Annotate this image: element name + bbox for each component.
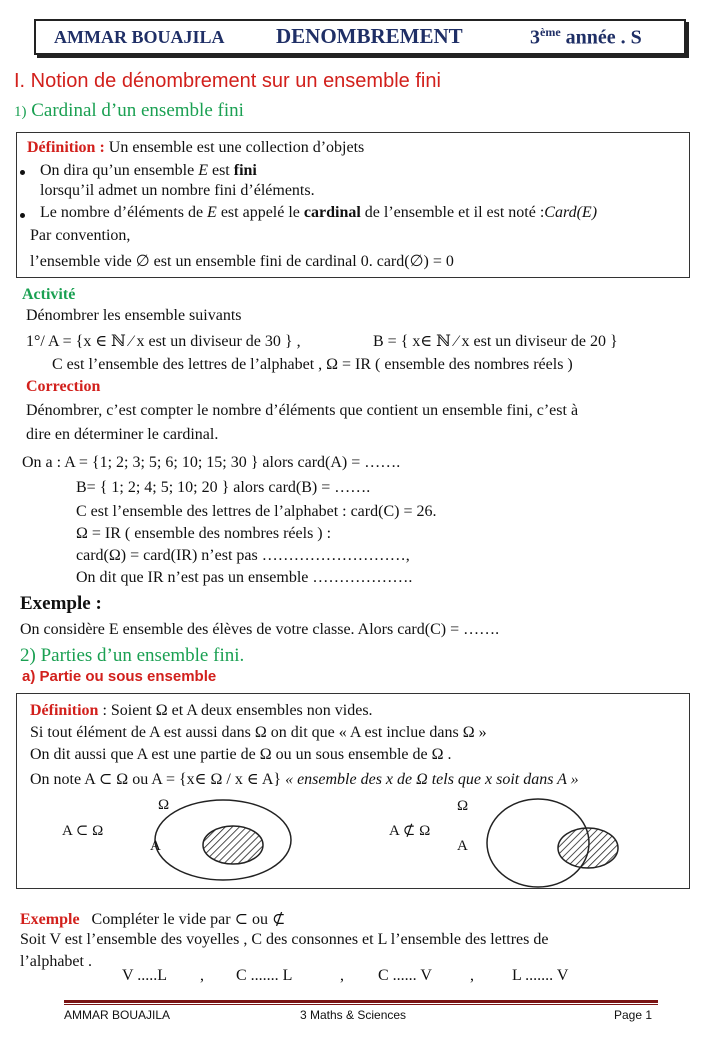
fig1-a-label: A bbox=[150, 838, 161, 854]
activity-line1: Dénombrer les ensemble suivants bbox=[26, 307, 242, 324]
example2-item: C ....... L bbox=[236, 967, 293, 984]
definition2-line2: Si tout élément de A est aussi dans Ω on dit que « A est inclue dans Ω » bbox=[30, 724, 487, 741]
example2-separator: , bbox=[200, 967, 204, 984]
fig1-relation: A ⊂ Ω bbox=[62, 823, 104, 839]
fig1-omega-label: Ω bbox=[158, 797, 170, 813]
correction-line2: B= { 1; 2; 4; 5; 10; 20 } alors card(B) = ……. bbox=[76, 479, 371, 496]
bullet-icon bbox=[20, 213, 25, 218]
section1-title: I. Notion de dénombrement sur un ensemble fini bbox=[14, 70, 441, 92]
definition1-bullet1: On dira qu’un ensemble E est fini bbox=[40, 162, 257, 179]
example2-item: V .....L bbox=[122, 967, 168, 984]
definition1-intro: Définition : Un ensemble est une collection d’objets bbox=[27, 139, 365, 156]
correction-line6: On dit que IR n’est pas un ensemble ………………. bbox=[76, 569, 413, 586]
example2-line2: Soit V est l’ensemble des voyelles , C des consonnes et L l’ensemble des lettres de bbox=[20, 931, 549, 948]
example2-line1: Exemple Compléter le vide par ⊂ ou ⊄ bbox=[20, 911, 286, 928]
fig2-a-label: A bbox=[457, 838, 468, 854]
example1-text: On considère E ensemble des élèves de votre classe. Alors card(C) = ……. bbox=[20, 621, 500, 638]
definition1-bullet2: Le nombre d’éléments de E est appelé le cardinal de l’ensemble et il est noté :Card(E) bbox=[40, 204, 598, 221]
footer-rule bbox=[64, 1000, 658, 1003]
definition1-convention: Par convention, bbox=[30, 227, 131, 244]
example2-line3: l’alphabet . bbox=[20, 953, 92, 970]
header-box bbox=[34, 19, 686, 55]
section2-subtitle: a) Partie ou sous ensemble bbox=[22, 668, 217, 685]
definition2-line4: On note A ⊂ Ω ou A = {x∈ Ω / x ∈ A} « ensemble des x de Ω tels que x soit dans A » bbox=[30, 771, 579, 788]
definition1-bullet1-line2: lorsqu’il admet un nombre fini d’éléments. bbox=[40, 182, 315, 199]
fig2-omega-label: Ω bbox=[457, 798, 469, 814]
footer-page: Page 1 bbox=[614, 1008, 653, 1022]
activity-set-b: B = { x∈ ℕ ⁄ x est un diviseur de 20 } bbox=[373, 333, 618, 350]
example2-item: L ....... V bbox=[512, 967, 569, 984]
header-title: DENOMBREMENT bbox=[276, 24, 463, 48]
section2-title: 2) Parties d’un ensemble fini. bbox=[20, 645, 245, 666]
correction-line4: Ω = IR ( ensemble des nombres réels ) : bbox=[76, 525, 332, 542]
correction-label: Correction bbox=[26, 378, 101, 395]
activity-set-a: 1°/ A = {x ∈ ℕ ⁄ x est un diviseur de 30 } , bbox=[26, 333, 301, 350]
correction-line1: On a : A = {1; 2; 3; 5; 6; 10; 15; 30 } alors card(A) = ……. bbox=[22, 454, 401, 471]
correction-para2: dire en déterminer le cardinal. bbox=[26, 426, 219, 443]
definition2-line3: On dit aussi que A est une partie de Ω ou un sous ensemble de Ω . bbox=[30, 746, 452, 763]
bullet-icon bbox=[20, 170, 25, 175]
example2-separator: , bbox=[470, 967, 474, 984]
example2-item: C ...... V bbox=[378, 967, 432, 984]
fig2-relation: A ⊄ Ω bbox=[389, 823, 431, 839]
venn-diagrams bbox=[0, 790, 720, 890]
footer-rule-thin bbox=[64, 1004, 658, 1005]
activity-line3: C est l’ensemble des lettres de l’alphabet , Ω = IR ( ensemble des nombres réels ) bbox=[52, 356, 573, 373]
definition1-empty-set: l’ensemble vide ∅ est un ensemble fini de cardinal 0. card(∅) = 0 bbox=[30, 253, 454, 270]
header-author: AMMAR BOUAJILA bbox=[54, 27, 225, 47]
example1-label: Exemple : bbox=[20, 593, 102, 614]
activity-label: Activité bbox=[22, 286, 76, 303]
subset-a-ellipse-1 bbox=[203, 826, 263, 864]
correction-line5: card(Ω) = card(IR) n’est pas ………………………, bbox=[76, 547, 410, 564]
section1-subtitle: 1) Cardinal d’un ensemble fini bbox=[14, 100, 244, 121]
definition2-line1: Définition : Soient Ω et A deux ensembles non vides. bbox=[30, 702, 373, 719]
footer-class: 3 Maths & Sciences bbox=[300, 1008, 407, 1022]
correction-line3: C est l’ensemble des lettres de l’alphabet : card(C) = 26. bbox=[76, 503, 437, 520]
example2-separator: , bbox=[340, 967, 344, 984]
set-a-ellipse-2 bbox=[558, 828, 618, 868]
correction-para1: Dénombrer, c’est compter le nombre d’éléments que contient un ensemble fini, c’est à bbox=[26, 402, 579, 419]
footer-author: AMMAR BOUAJILA bbox=[64, 1008, 171, 1022]
header-level: 3ème année . S bbox=[530, 25, 642, 49]
